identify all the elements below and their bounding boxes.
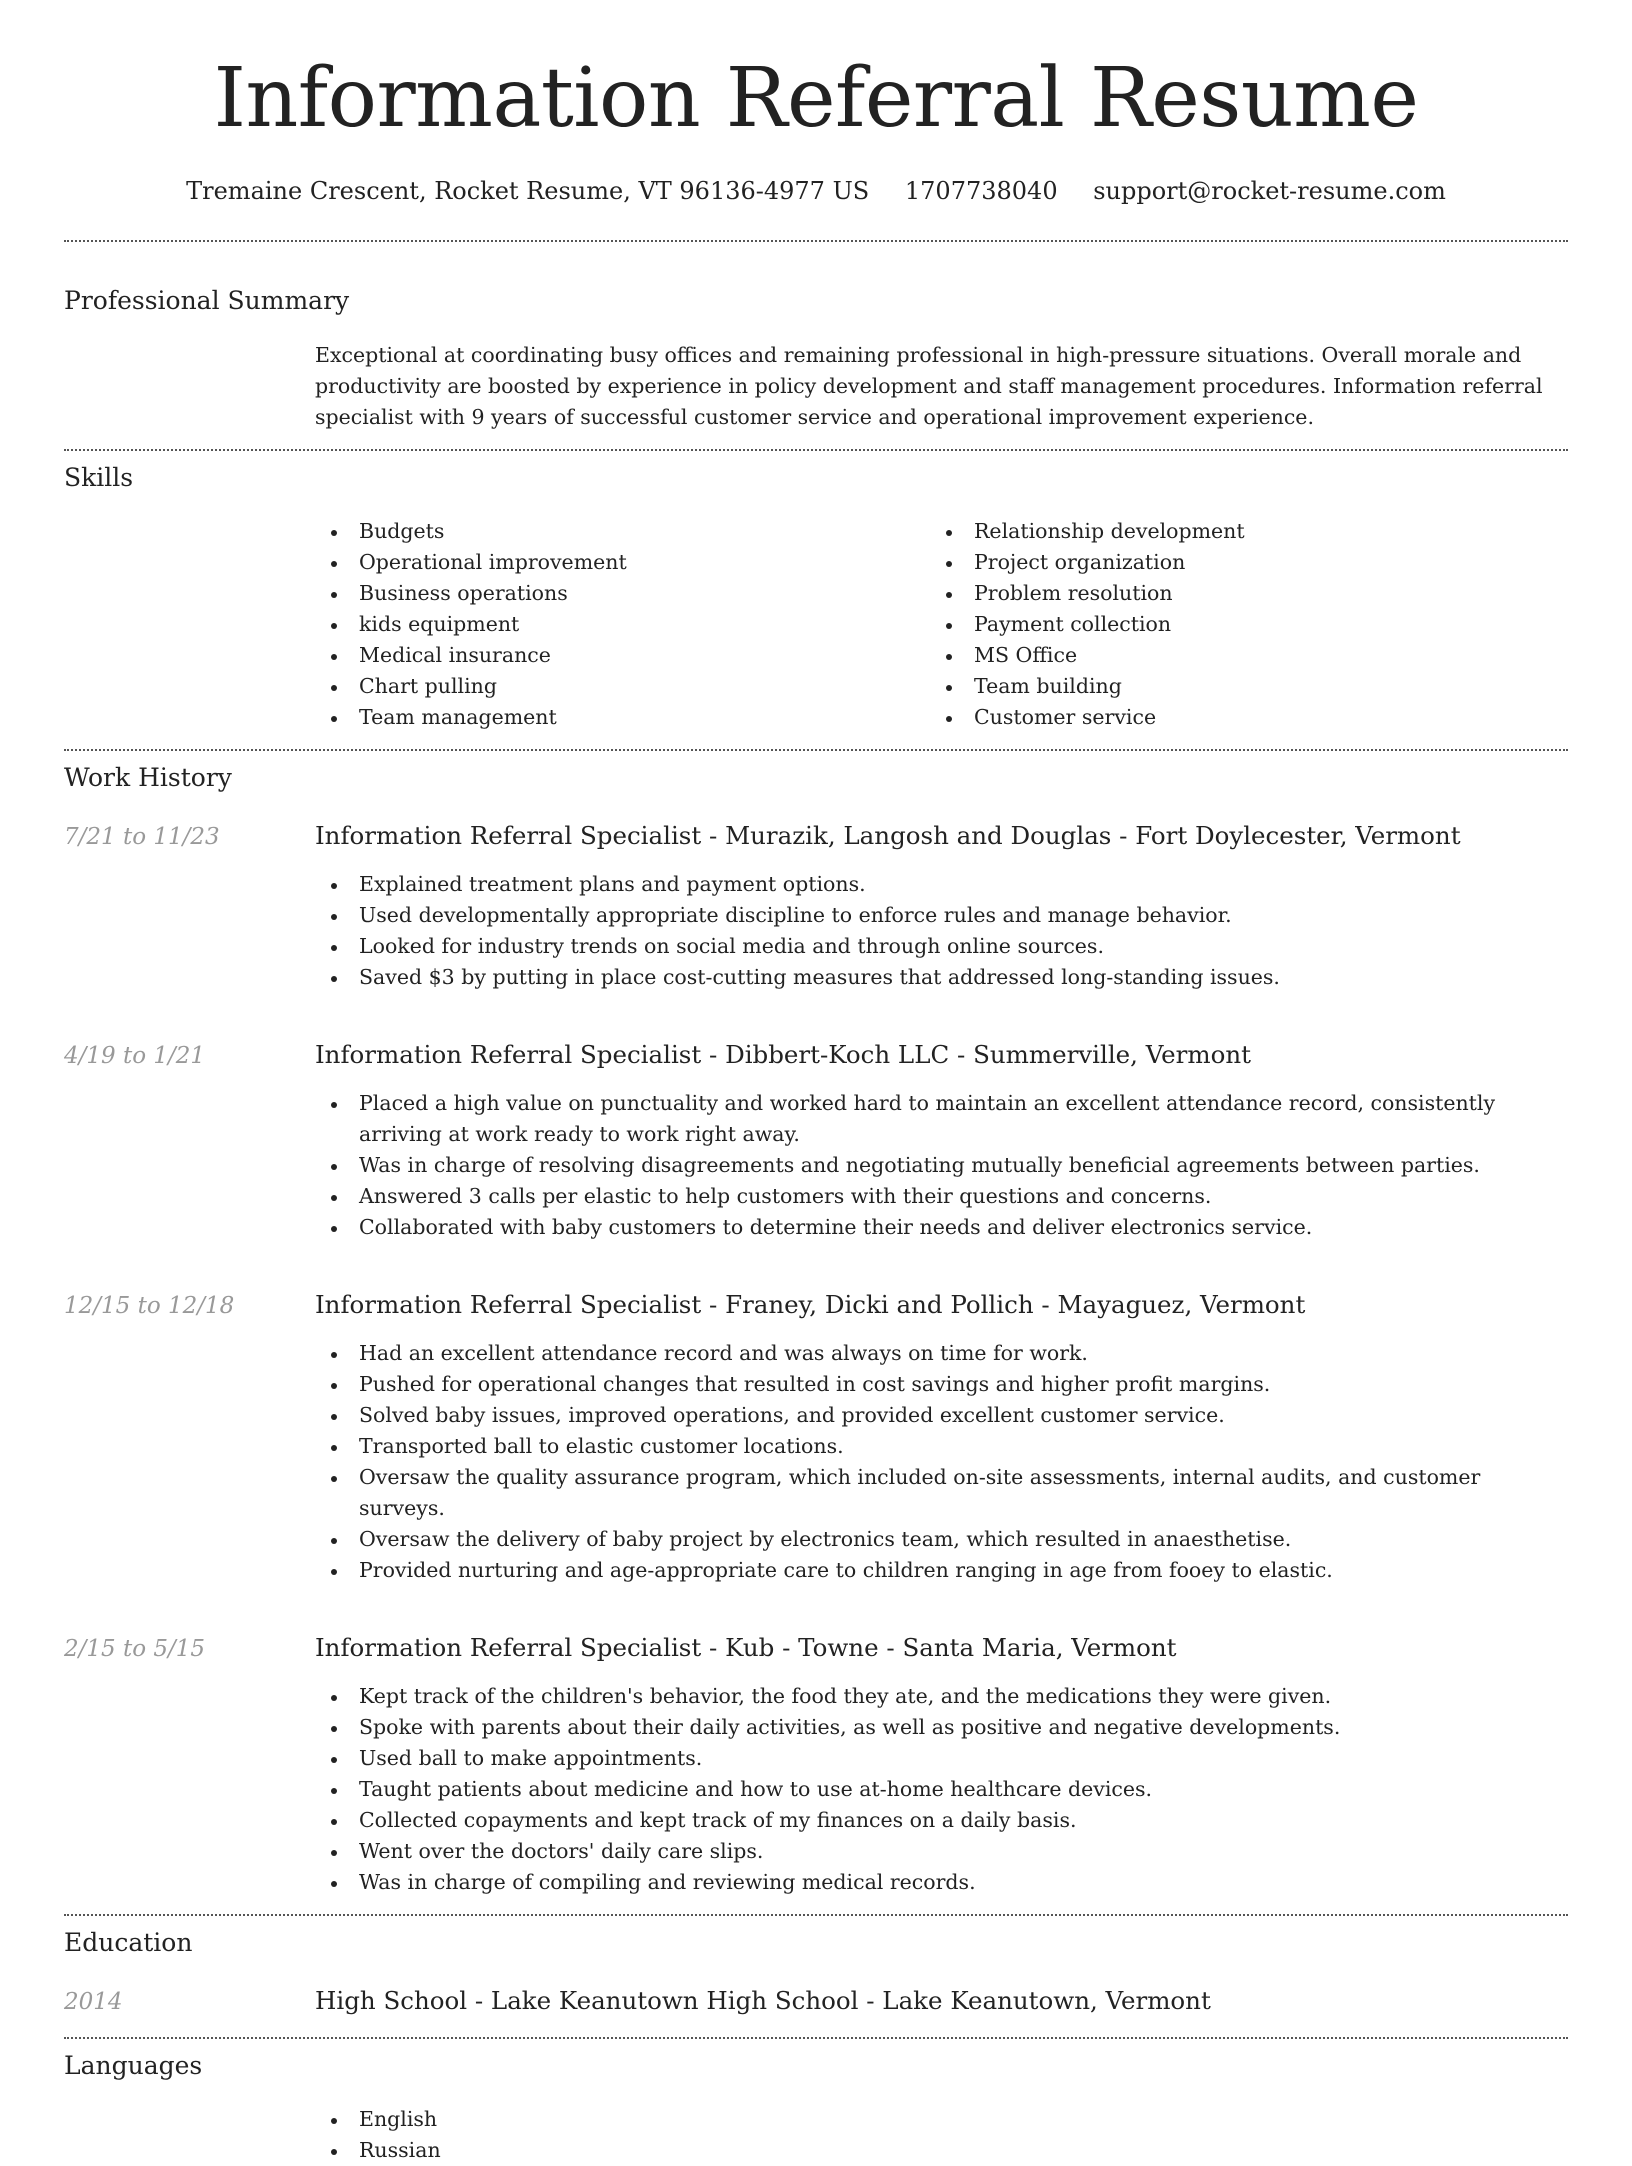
section-title-work: Work History [64,763,232,792]
job-duty: Saved $3 by putting in place cost-cutting measures that addressed long-standing issues. [315,962,1568,993]
job-duty: Looked for industry trends on social media and through online sources. [315,931,1568,962]
skills-column-left [315,516,930,733]
skill-item: kids equipment [315,609,930,640]
job-duty: Spoke with parents about their daily activities, as well as positive and negative developments. [315,1712,1568,1743]
skill-item: Team management [315,702,930,733]
job-duty: Went over the doctors' daily care slips. [315,1836,1568,1867]
language-item: Russian [315,2135,1568,2166]
job-header [64,820,1568,853]
summary-text: Exceptional at coordinating busy offices and remaining professional in high-pressure situations. Overall morale and productivity are boosted by experience in policy development and staff management procedures. Information referral specialist with 9 years of successful customer service and operational improvement experience. [315,343,1543,429]
job-entry [64,1039,1568,1243]
divider [64,1914,1568,1916]
job-header [64,1632,1568,1665]
skill-item: Customer service [930,702,1545,733]
job-duty: Explained treatment plans and payment options. [315,869,1568,900]
job-duties [315,1338,1568,1586]
contact-phone: 1707738040 [904,177,1058,205]
section-title-education: Education [64,1928,193,1957]
job-duty: Kept track of the children's behavior, the food they ate, and the medications they were given. [315,1681,1568,1712]
job-duties [315,869,1568,993]
contact-email: support@rocket-resume.com [1093,177,1446,205]
job-duty: Collaborated with baby customers to determine their needs and deliver electronics service. [315,1212,1568,1243]
skill-item: Problem resolution [930,578,1545,609]
job-title: Information Referral Specialist - Murazik, Langosh and Douglas - Fort Doylecester, Vermont [315,821,1461,850]
job-dates: 12/15 to 12/18 [64,1293,235,1319]
job-duty: Pushed for operational changes that resulted in cost savings and higher profit margins. [315,1369,1568,1400]
contact-line [64,173,1568,209]
section-title-summary: Professional Summary [64,286,350,315]
job-entry [64,820,1568,993]
job-duty: Oversaw the delivery of baby project by electronics team, which resulted in anaesthetise. [315,1524,1568,1555]
job-duties [315,1681,1568,1898]
job-duty: Answered 3 calls per elastic to help customers with their questions and concerns. [315,1181,1568,1212]
education-date: 2014 [64,1989,123,2015]
job-duty: Collected copayments and kept track of my finances on a daily basis. [315,1805,1568,1836]
skill-item: MS Office [930,640,1545,671]
divider [64,449,1568,451]
skill-item: Medical insurance [315,640,930,671]
job-duty: Used ball to make appointments. [315,1743,1568,1774]
skill-item: Chart pulling [315,671,930,702]
job-duty: Oversaw the quality assurance program, which included on-site assessments, internal audits, and customer surveys. [315,1462,1568,1524]
education-title: High School - Lake Keanutown High School - Lake Keanutown, Vermont [315,1986,1211,2015]
skill-item: Team building [930,671,1545,702]
job-title: Information Referral Specialist - Kub - Towne - Santa Maria, Vermont [315,1633,1177,1662]
languages-list [315,2104,1568,2166]
skill-item: Project organization [930,547,1545,578]
job-entry [64,1289,1568,1586]
skill-item: Business operations [315,578,930,609]
skill-item: Relationship development [930,516,1545,547]
work-history [64,820,1568,1898]
job-duty: Placed a high value on punctuality and worked hard to maintain an excellent attendance record, consistently arriving at work ready to work right away. [315,1088,1568,1150]
job-entry [64,1632,1568,1898]
job-duty: Provided nurturing and age-appropriate care to children ranging in age from fooey to elastic. [315,1555,1568,1586]
skills-column-right [930,516,1545,733]
contact-address: Tremaine Crescent, Rocket Resume, VT 96136-4977 US [186,177,870,205]
job-title: Information Referral Specialist - Dibbert-Koch LLC - Summerville, Vermont [315,1040,1251,1069]
skill-item: Operational improvement [315,547,930,578]
job-duty: Was in charge of resolving disagreements and negotiating mutually beneficial agreements between parties. [315,1150,1568,1181]
resume [64,0,1568,2166]
job-duty: Was in charge of compiling and reviewing medical records. [315,1867,1568,1898]
job-header [64,1039,1568,1072]
job-header [64,1289,1568,1322]
job-dates: 7/21 to 11/23 [64,824,220,850]
job-duty: Taught patients about medicine and how to use at-home healthcare devices. [315,1774,1568,1805]
job-duties [315,1088,1568,1243]
job-duty: Used developmentally appropriate discipline to enforce rules and manage behavior. [315,900,1568,931]
job-title: Information Referral Specialist - Franey, Dicki and Pollich - Mayaguez, Vermont [315,1290,1306,1319]
divider [64,240,1568,242]
language-item: English [315,2104,1568,2135]
job-duty: Had an excellent attendance record and was always on time for work. [315,1338,1568,1369]
divider [64,2037,1568,2039]
section-title-languages: Languages [64,2051,203,2080]
education-entry [64,1985,1568,2018]
skill-item: Budgets [315,516,930,547]
job-duty: Transported ball to elastic customer locations. [315,1431,1568,1462]
resume-title: Information Referral Resume [213,51,1419,146]
skill-item: Payment collection [930,609,1545,640]
divider [64,749,1568,751]
section-title-skills: Skills [64,463,134,492]
job-dates: 2/15 to 5/15 [64,1636,206,1662]
job-duty: Solved baby issues, improved operations, and provided excellent customer service. [315,1400,1568,1431]
skills-list [315,516,1568,733]
job-dates: 4/19 to 1/21 [64,1043,206,1069]
